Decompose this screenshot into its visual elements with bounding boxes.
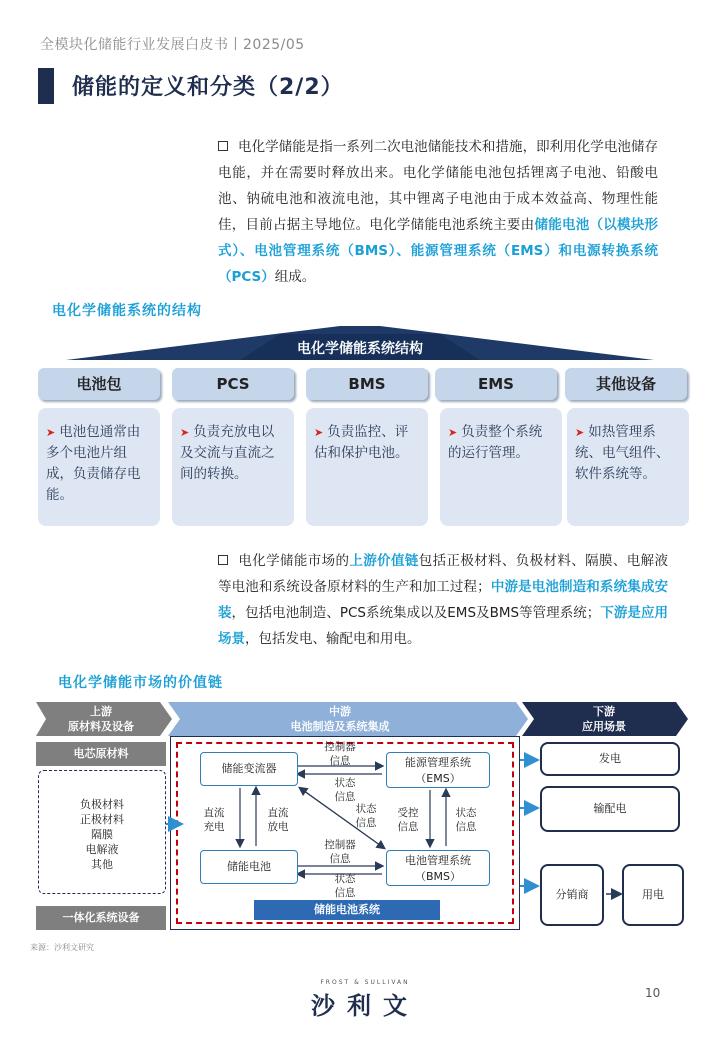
label-status-info-diagonal: 状态信息 xyxy=(355,803,377,829)
material-item: 其他 xyxy=(91,858,113,871)
report-header: 全模块化储能行业发展白皮书丨2025/05 xyxy=(40,37,305,53)
desc-other-equipment: ➤ 如热管理系统、电气组件、软件系统等。 xyxy=(567,408,689,526)
integrated-equipment-title: 一体化系统设备 xyxy=(36,906,166,930)
para1-text: 电化学储能是指一系列二次电池储能技术和措施，即利用化学电池储存电能，并在需要时释放出来。电化学储能电池包括锂离子电池、铅酸电池、钠硫电池和液流电池，其中锂离子电池由于成本效益高、物理性能佳，目前占据主导地位。电化学储能电池系统主要由 xyxy=(218,139,658,233)
material-item: 正极材料 xyxy=(80,813,124,826)
material-item: 电解液 xyxy=(85,843,119,856)
arrow-bullet-icon: ➤ xyxy=(575,426,585,439)
source-note: 来源：沙利文研究 xyxy=(30,943,94,952)
logo-english: FROST & SULLIVAN xyxy=(320,979,410,986)
generation-node: 发电 xyxy=(540,742,680,776)
label-ctrl-info-bottom: 控制器信息 xyxy=(324,839,356,865)
battery-node: 储能电池 xyxy=(200,850,298,884)
arrow-bullet-icon: ➤ xyxy=(46,426,56,439)
bms-node: 电池管理系统 （BMS） xyxy=(386,850,490,886)
cell-materials-title: 电芯原材料 xyxy=(36,742,166,766)
material-item: 隔膜 xyxy=(91,828,113,841)
arrow-bullet-icon: ➤ xyxy=(314,426,324,439)
category-ems: EMS xyxy=(435,368,557,400)
stage-upstream: 上游 原材料及设备 xyxy=(68,705,134,733)
desc-pcs: ➤ 负责充放电以及交流与直流之间的转换。 xyxy=(172,408,294,526)
arrow-bullet-icon: ➤ xyxy=(448,426,458,439)
label-status-info-bottom: 状态信息 xyxy=(334,873,356,899)
label-ctrl-info-top: 控制器信息 xyxy=(324,741,356,767)
page-title: 储能的定义和分类（2/2） xyxy=(72,75,344,100)
label-dc-discharge: 直流放电 xyxy=(267,807,289,833)
material-item: 负极材料 xyxy=(80,798,124,811)
desc-battery-pack: ➤ 电池包通常由多个电池片组成，负责储存电能。 xyxy=(38,408,160,526)
bess-label: 储能电池系统 xyxy=(254,900,440,920)
label-dc-charge: 直流充电 xyxy=(203,807,225,833)
logo-chinese: 沙利文 xyxy=(311,992,419,1020)
structure-section-title: 电化学储能系统的结构 xyxy=(52,303,202,319)
pcs-node: 储能变流器 xyxy=(200,752,298,786)
desc-bms: ➤ 负责监控、评估和保护电池。 xyxy=(306,408,428,526)
value-chain-section-title: 电化学储能市场的价值链 xyxy=(58,675,223,691)
category-pcs: PCS xyxy=(172,368,294,400)
category-battery-pack: 电池包 xyxy=(38,368,160,400)
page-number: 10 xyxy=(645,986,661,1000)
para1-highlight: 储能电池（以模块形式）、电池管理系统（BMS）、能源管理系统（EMS）和电源转换系统（PCS） xyxy=(218,217,659,285)
ems-node: 能源管理系统 （EMS） xyxy=(386,752,490,788)
consumption-node: 用电 xyxy=(622,864,684,926)
label-controlled-info: 受控信息 xyxy=(397,807,419,833)
transmission-node: 输配电 xyxy=(540,786,680,832)
label-status-info-top: 状态信息 xyxy=(334,777,356,803)
value-chain-paragraph: 电化学储能市场的上游价值链包括正极材料、负极材料、隔膜、电解液等电池和系统设备原材料的生产和加工过程；中游是电池制造和系统集成安装，包括电池制造、PCS系统集成以及EMS及BMS等管理系统；下游是应用场景，包括发电、输配电和用电。 xyxy=(218,553,669,647)
category-other-equipment: 其他设备 xyxy=(565,368,687,400)
distributor-node: 分销商 xyxy=(540,864,604,926)
desc-ems: ➤ 负责整个系统的运行管理。 xyxy=(440,408,562,526)
category-bms: BMS xyxy=(306,368,428,400)
label-status-info-right: 状态信息 xyxy=(455,807,477,833)
arrow-bullet-icon: ➤ xyxy=(180,426,190,439)
para1-text-end: 组成。 xyxy=(274,269,316,285)
structure-roof-label: 电化学储能系统结构 xyxy=(297,341,423,357)
stage-midstream: 中游 电池制造及系统集成 xyxy=(290,705,390,733)
stage-downstream: 下游 应用场景 xyxy=(582,705,626,733)
